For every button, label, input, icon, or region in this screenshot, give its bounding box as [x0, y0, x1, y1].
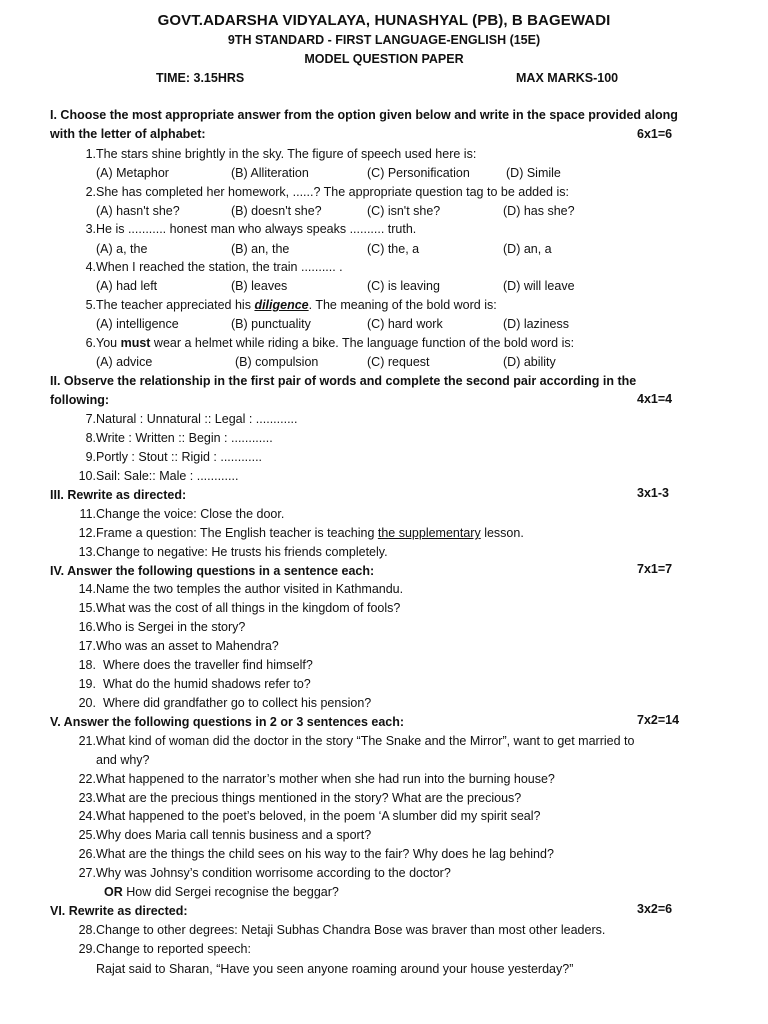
question-9: [72, 448, 742, 467]
question-26: [72, 845, 742, 864]
question-text: What happened to the narrator’s mother when she had run into the burning house?: [96, 772, 555, 786]
question-3: [72, 220, 742, 239]
question-number: 20.: [78, 696, 96, 710]
question-10: [72, 467, 742, 486]
section-1-heading-line1: I. Choose the most appropriate answer from the option given below and write in the space provided along: [50, 108, 678, 122]
option-c: (C) the, a: [367, 242, 420, 256]
question-16: [72, 618, 742, 637]
question-number: 15.: [78, 601, 96, 615]
question-5: [72, 296, 742, 315]
section-2-heading-line2: following:: [50, 393, 110, 407]
school-name: GOVT.ADARSHA VIDYALAYA, HUNASHYAL (PB), B BAGEWADI: [157, 12, 611, 29]
question-7: [72, 410, 742, 429]
question-text: Where did grandfather go to collect his pension?: [103, 696, 372, 710]
question-text: The stars shine brightly in the sky. The figure of speech used here is:: [96, 147, 477, 161]
section-4-marks: 7x1=7: [637, 562, 673, 576]
question-text: Who was an asset to Mahendra?: [96, 639, 279, 653]
option-b: (B) punctuality: [231, 317, 311, 331]
question-text: Who is Sergei in the story?: [96, 620, 246, 634]
section-1-heading-line2: with the letter of alphabet:: [50, 127, 206, 141]
question-number: 5.: [85, 298, 96, 312]
option-b: (B) leaves: [231, 279, 288, 293]
question-text-part: Frame a question: The English teacher is teaching: [96, 526, 378, 540]
question-25: [72, 826, 742, 845]
question-29-continuation: Rajat said to Sharan, “Have you seen anyone roaming around your house yesterday?”: [96, 962, 574, 976]
question-number: 24.: [78, 809, 96, 823]
time-allowed: TIME: 3.15HRS: [156, 71, 245, 85]
question-text: What happened to the poet’s beloved, in the poem ‘A slumber did my spirit seal?: [96, 809, 541, 823]
question-text-part: You: [96, 336, 121, 350]
question-text: Write : Written :: Begin : ............: [96, 431, 273, 445]
question-13: [72, 543, 742, 562]
question-number: 18.: [78, 658, 96, 672]
option-c: (C) isn't she?: [367, 204, 441, 218]
question-18: [72, 656, 742, 675]
question-19: [72, 675, 742, 694]
question-number: 6.: [85, 336, 96, 350]
alternative-question-text: How did Sergei recognise the beggar?: [122, 885, 339, 899]
question-28: [72, 921, 742, 940]
question-number: 11.: [79, 507, 96, 521]
option-a: (A) hasn't she?: [96, 204, 180, 218]
question-text: Natural : Unnatural :: Legal : ............: [96, 412, 298, 426]
question-text: What was the cost of all things in the kingdom of fools?: [96, 601, 401, 615]
section-1-heading: [50, 106, 730, 144]
standard-line: 9TH STANDARD - FIRST LANGUAGE-ENGLISH (15E): [227, 33, 541, 47]
option-d: (D) will leave: [503, 279, 575, 293]
question-8: [72, 429, 742, 448]
question-number: 29.: [78, 942, 96, 956]
question-number: 1.: [85, 147, 96, 161]
question-number: 22.: [78, 772, 96, 786]
option-d: (D) Simile: [506, 166, 561, 180]
question-text: Why was Johnsy’s condition worrisome according to the doctor?: [96, 866, 451, 880]
section-1-marks: 6x1=6: [637, 127, 673, 141]
question-4: [72, 258, 742, 277]
question-11: [72, 505, 742, 524]
section-6-heading: VI. Rewrite as directed:: [50, 904, 188, 918]
option-d: (D) laziness: [503, 317, 569, 331]
question-text: Sail: Sale:: Male : ............: [96, 469, 239, 483]
question-text: Change to reported speech:: [96, 942, 251, 956]
question-number: 14.: [78, 582, 96, 596]
question-number: 17.: [78, 639, 96, 653]
option-d: (D) has she?: [503, 204, 575, 218]
question-text: Change to negative: He trusts his friends completely.: [96, 545, 388, 559]
question-number: 26.: [78, 847, 96, 861]
question-text: [96, 524, 524, 543]
question-number: 21.: [78, 734, 96, 748]
question-number: 13.: [78, 545, 96, 559]
option-b: (B) an, the: [231, 242, 290, 256]
question-24: [72, 807, 742, 826]
question-22: [72, 770, 742, 789]
question-text: Why does Maria call tennis business and a sport?: [96, 828, 372, 842]
question-text: Portly : Stout :: Rigid : ............: [96, 450, 263, 464]
option-a: (A) Metaphor: [96, 166, 169, 180]
question-15: [72, 599, 742, 618]
question-text: Name the two temples the author visited in Kathmandu.: [96, 582, 404, 596]
question-text: She has completed her homework, ......? The appropriate question tag to be added is:: [96, 185, 569, 199]
question-number: 12.: [78, 526, 96, 540]
option-d: (D) an, a: [503, 242, 552, 256]
bold-word: diligence: [254, 298, 309, 312]
section-6-marks: 3x2=6: [637, 902, 673, 916]
question-29: [72, 940, 742, 959]
option-d: (D) ability: [503, 355, 556, 369]
section-3-marks: 3x1-3: [637, 486, 669, 500]
question-text-part: lesson.: [480, 526, 524, 540]
section-3-heading: III. Rewrite as directed:: [50, 488, 187, 502]
question-number: 2.: [85, 185, 96, 199]
bold-word: must: [120, 336, 151, 350]
question-text-part: . The meaning of the bold word is:: [308, 298, 497, 312]
question-20: [72, 694, 742, 713]
question-21: [72, 732, 742, 751]
option-a: (A) a, the: [96, 242, 148, 256]
question-text: [96, 334, 574, 353]
paper-title: MODEL QUESTION PAPER: [304, 52, 464, 66]
option-b: (B) Alliteration: [231, 166, 309, 180]
question-1: [72, 145, 742, 164]
section-2-heading-line1: II. Observe the relationship in the first pair of words and complete the second pair according in the: [50, 374, 637, 388]
question-text: Where does the traveller find himself?: [103, 658, 313, 672]
question-number: 25.: [78, 828, 96, 842]
question-text: Change to other degrees: Netaji Subhas Chandra Bose was braver than most other leaders.: [96, 923, 606, 937]
question-number: 27.: [78, 866, 96, 880]
option-a: (A) had left: [96, 279, 158, 293]
option-c: (C) request: [367, 355, 430, 369]
question-27: [72, 864, 742, 883]
question-text: What are the precious things mentioned in the story? What are the precious?: [96, 791, 522, 805]
section-4-heading: IV. Answer the following questions in a sentence each:: [50, 564, 375, 578]
question-21-continuation: and why?: [96, 753, 150, 767]
question-number: 19.: [78, 677, 96, 691]
question-12: [72, 524, 742, 543]
question-number: 23.: [78, 791, 96, 805]
question-number: 9.: [85, 450, 96, 464]
question-text-part: The teacher appreciated his: [96, 298, 255, 312]
question-number: 3.: [85, 222, 96, 236]
question-number: 8.: [85, 431, 96, 445]
question-text: Change the voice: Close the door.: [96, 507, 285, 521]
question-27-alternative: [104, 883, 339, 902]
option-a: (A) advice: [96, 355, 153, 369]
question-text-part: wear a helmet while riding a bike. The language function of the bold word is:: [150, 336, 575, 350]
question-number: 4.: [85, 260, 96, 274]
question-14: [72, 580, 742, 599]
question-number: 7.: [85, 412, 96, 426]
option-b: (B) compulsion: [235, 355, 319, 369]
section-2-heading: [50, 372, 730, 410]
question-17: [72, 637, 742, 656]
section-5-heading: V. Answer the following questions in 2 or 3 sentences each:: [50, 715, 405, 729]
question-text: When I reached the station, the train .......... .: [96, 260, 343, 274]
question-text: What do the humid shadows refer to?: [103, 677, 311, 691]
or-label: OR: [104, 885, 123, 899]
question-text: What kind of woman did the doctor in the story “The Snake and the Mirror”, want to get married to: [96, 734, 635, 748]
question-23: [72, 789, 742, 808]
underlined-phrase: the supplementary: [377, 526, 481, 540]
section-5-marks: 7x2=14: [637, 713, 680, 727]
question-number: 28.: [78, 923, 96, 937]
question-2: [72, 183, 742, 202]
section-2-marks: 4x1=4: [637, 392, 673, 406]
question-text: He is ........... honest man who always speaks .......... truth.: [96, 222, 417, 236]
option-c: (C) Personification: [367, 166, 470, 180]
question-number: 16.: [78, 620, 96, 634]
option-c: (C) is leaving: [367, 279, 440, 293]
max-marks: MAX MARKS-100: [516, 71, 619, 85]
question-6: [72, 334, 742, 353]
option-a: (A) intelligence: [96, 317, 179, 331]
question-number: 10.: [78, 469, 96, 483]
question-text: What are the things the child sees on his way to the fair? Why does he lag behind?: [96, 847, 554, 861]
option-b: (B) doesn't she?: [231, 204, 322, 218]
option-c: (C) hard work: [367, 317, 443, 331]
question-text: [96, 296, 497, 315]
